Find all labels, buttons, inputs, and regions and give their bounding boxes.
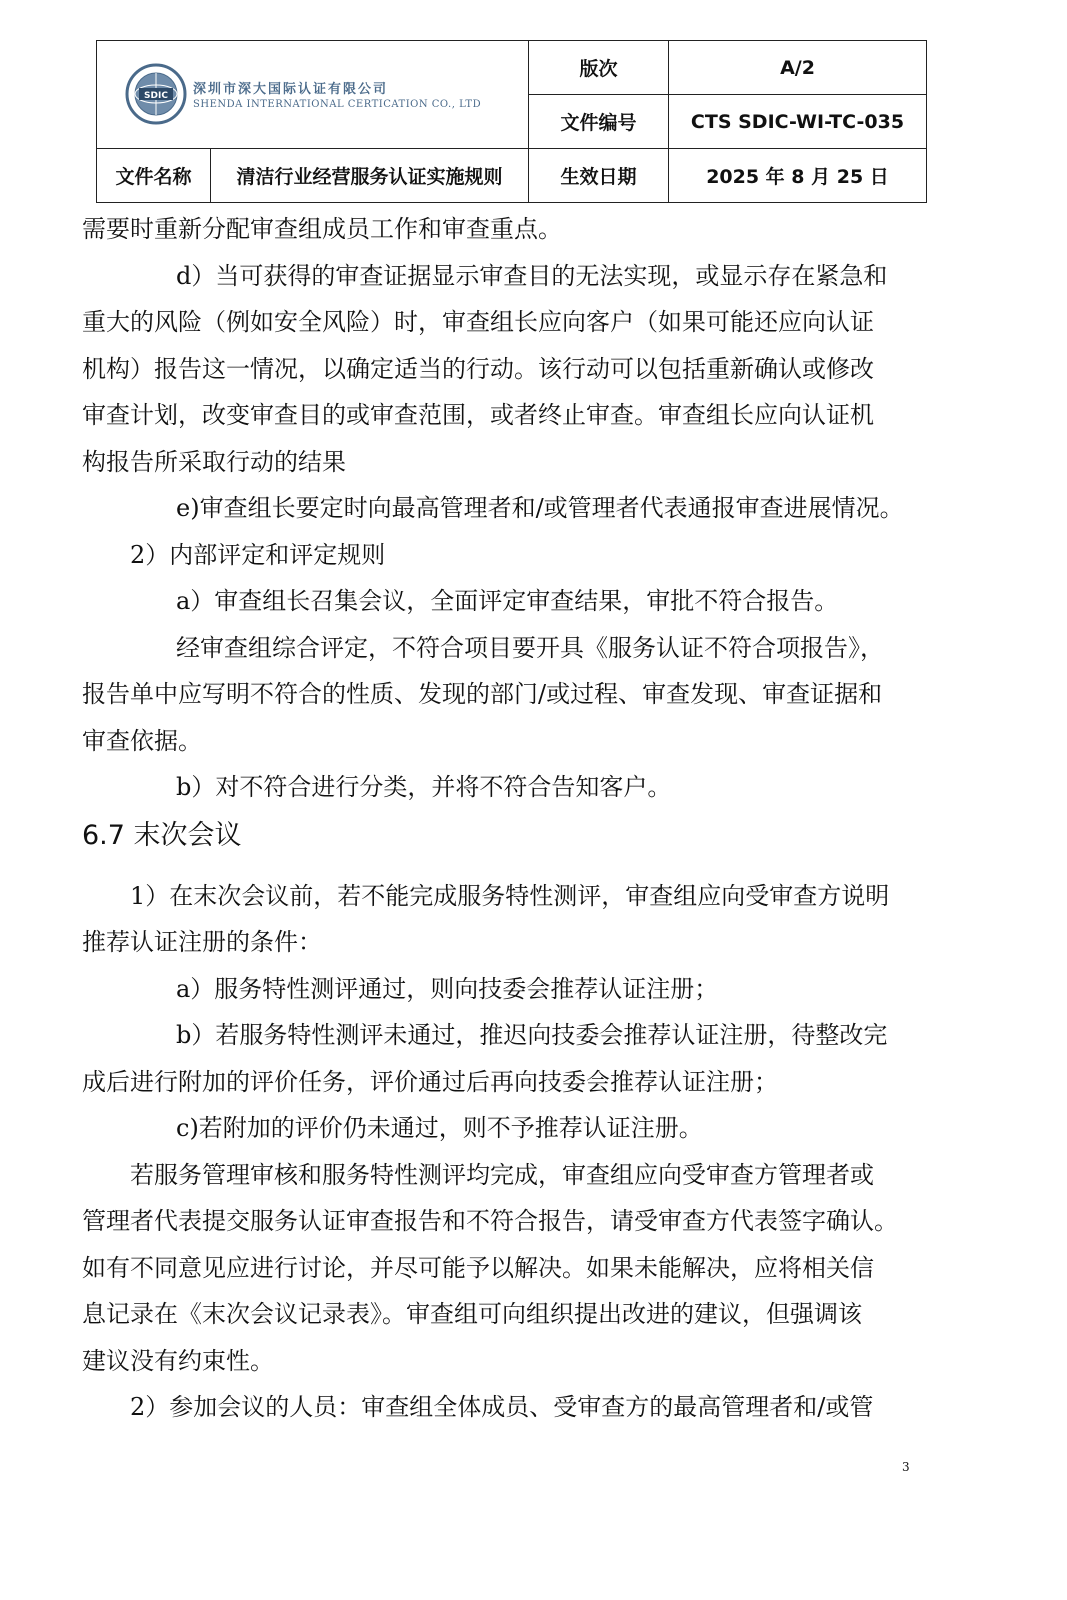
company-name-cn: 深圳市深大国际认证有限公司 [193, 82, 389, 97]
paragraph-line: 如有不同意见应进行讨论，并尽可能予以解决。如果未能解决，应将相关信 [82, 1253, 874, 1282]
logo-cell [97, 41, 529, 149]
paragraph-line: 若服务管理审核和服务特性测评均完成，审查组应向受审查方管理者或 [130, 1160, 874, 1189]
paragraph-line: e)审查组长要定时向最高管理者和/或管理者代表通报审查进展情况。 [176, 494, 904, 522]
paragraph-line: 2）参加会议的人员：审查组全体成员、受审查方的最高管理者和/或管 [130, 1393, 874, 1421]
paragraph-line: 成后进行附加的评价任务，评价通过后再向技委会推荐认证注册； [82, 1067, 778, 1096]
effective-date-value: 2025 年 8 月 25 日 [669, 149, 927, 203]
paragraph-line: b）对不符合进行分类，并将不符合告知客户。 [176, 773, 672, 801]
paragraph-line: 建议没有约束性。 [82, 1346, 274, 1375]
version-label: 版次 [529, 41, 669, 95]
paragraph-line: 审查依据。 [82, 726, 202, 755]
paragraph-line: c)若附加的评价仍未通过，则不予推荐认证注册。 [176, 1114, 703, 1142]
doc-name-value: 清洁行业经营服务认证实施规则 [211, 149, 529, 203]
paragraph-line: 重大的风险（例如安全风险）时，审查组长应向客户（如果可能还应向认证 [82, 308, 874, 336]
paragraph-line: 息记录在《末次会议记录表》。审查组可向组织提出改进的建议，但强调该 [82, 1300, 862, 1328]
paragraph-line: 管理者代表提交服务认证审查报告和不符合报告，请受审查方代表签字确认。 [82, 1207, 898, 1235]
page-number: 3 [902, 1460, 910, 1474]
paragraph-line: 机构）报告这一情况，以确定适当的行动。该行动可以包括重新确认或修改 [82, 354, 874, 383]
version-value: A/2 [669, 41, 927, 95]
paragraph-line: 经审查组综合评定，不符合项目要开具《服务认证不符合项报告》， [176, 633, 884, 662]
company-name-en: SHENDA INTERNATIONAL CERTICATION CO., LTD [193, 99, 482, 110]
document-header-table [96, 40, 927, 203]
paragraph-line: d）当可获得的审查证据显示审查目的无法实现，或显示存在紧急和 [176, 261, 888, 290]
doc-number-value: CTS SDIC-WI-TC-035 [669, 95, 927, 149]
company-emblem-icon [125, 63, 187, 125]
effective-date-label: 生效日期 [529, 149, 669, 203]
document-body [82, 206, 962, 1431]
paragraph-line: 1）在末次会议前，若不能完成服务特性测评，审查组应向受审查方说明 [130, 881, 890, 910]
doc-name-label: 文件名称 [97, 149, 211, 203]
paragraph-line: a）审查组长召集会议，全面评定审查结果，审批不符合报告。 [176, 587, 839, 615]
paragraph-line: 审查计划，改变审查目的或审查范围，或者终止审查。审查组长应向认证机 [82, 401, 874, 429]
paragraph-line: 2）内部评定和评定规则 [130, 540, 386, 569]
paragraph-line: 需要时重新分配审查组成员工作和审查重点。 [82, 215, 562, 243]
emblem-text: SDIC [144, 91, 168, 101]
doc-number-label: 文件编号 [529, 95, 669, 149]
paragraph-line: 报告单中应写明不符合的性质、发现的部门/或过程、审查发现、审查证据和 [82, 680, 883, 708]
paragraph-line: b）若服务特性测评未通过，推迟向技委会推荐认证注册，待整改完 [176, 1021, 888, 1049]
paragraph-line: a）服务特性测评通过，则向技委会推荐认证注册； [176, 974, 719, 1003]
paragraph-line: 构报告所采取行动的结果 [82, 447, 346, 476]
section-heading: 6.7 末次会议 [82, 819, 242, 851]
paragraph-line: 推荐认证注册的条件： [82, 928, 322, 956]
